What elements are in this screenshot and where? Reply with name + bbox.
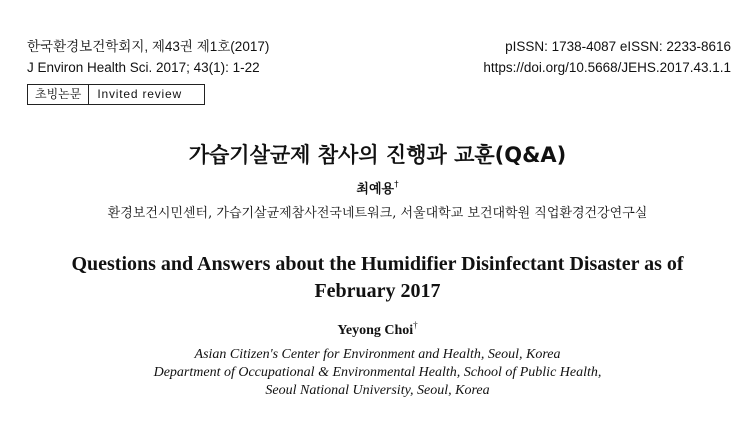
journal-info [27,36,269,78]
article-type-korean: 초빙논문 [28,85,89,104]
affiliation-line: Asian Citizen's Center for Environment and Health, Seoul, Korea [194,347,561,362]
korean-author-name: 최예용 [356,182,395,197]
corresponding-author-mark: † [394,180,399,190]
english-title [20,251,735,305]
affiliation-line: Seoul National University, Seoul, Korea [265,383,490,398]
english-author [0,320,755,339]
english-title-line-2: February 2017 [314,280,441,302]
journal-citation: J Environ Health Sci. 2017; 43(1): 1-22 [27,60,260,75]
english-author-name: Yeyong Choi [337,323,414,338]
korean-affiliation: 환경보건시민센터, 가습기살균제참사전국네트워크, 서울대학교 보건대학원 직업환경건강연구실 [107,206,648,221]
affiliation-line: Department of Occupational & Environmental Health, School of Public Health, [153,365,602,380]
korean-title: 가습기살균제 참사의 진행과 교훈(Q&A) [188,143,567,167]
article-type-english: Invited review [97,87,182,101]
corresponding-author-mark-en: † [413,320,418,330]
english-title-line-1: Questions and Answers about the Humidifier Disinfectant Disaster as of [71,253,684,275]
korean-author [0,178,755,197]
article-type-badge [27,84,205,105]
doi-link[interactable]: https://doi.org/10.5668/JEHS.2017.43.1.1 [483,60,731,75]
journal-name-korean: 한국환경보건학회지, 제43권 제1호(2017) [27,39,270,54]
publication-identifiers [483,36,731,78]
issn-numbers: pISSN: 1738-4087 eISSN: 2233-8616 [505,39,731,54]
english-affiliations [0,346,755,400]
